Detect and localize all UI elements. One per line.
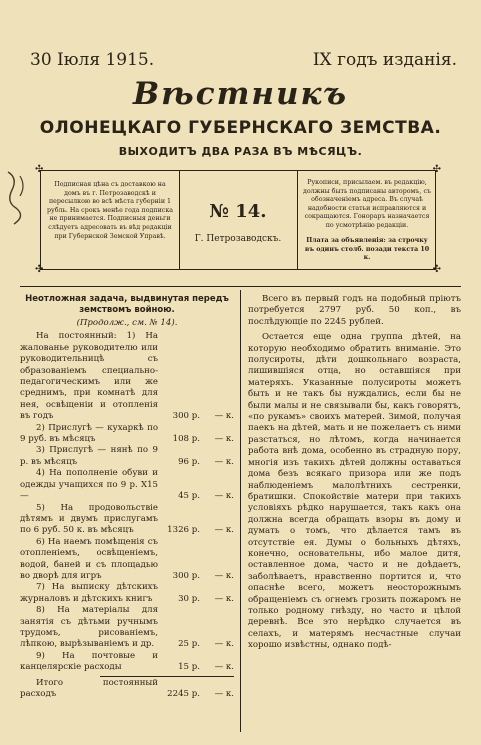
expense-unit: — к. <box>214 639 234 650</box>
expense-amount: 108 р. <box>172 434 200 445</box>
expense-amount: 15 р. <box>178 662 200 673</box>
total-unit: — к. <box>214 689 234 699</box>
expense-text: На постоянный: 1) На жалованье руководителю или руководительницѣ съ образованіемъ специально-педагогическимъ или же среднимъ, при комнатѣ для нея, освѣщеніи и отопленія въ годъ <box>20 331 158 422</box>
expense-text: 6) На наемъ помѣщенія съ отопленіемъ, освѣщеніемъ, водой, баней и съ площадью во дворѣ для игръ <box>20 536 158 581</box>
expense-unit: — к. <box>214 434 234 445</box>
expense-text: 8) На матеріалы для занятія съ дѣтьми ручнымъ трудомъ, рисованіемъ, лѣпкою, вырѣзываніемъ и др. <box>20 605 158 650</box>
issue-number: № 14. <box>209 201 267 222</box>
expense-row <box>20 503 234 537</box>
article-paragraph: Остается еще одна группа дѣтей, на которую необходимо обратить вниманіе. Это полусироты, дѣти дошкольнаго возраста, лишившіяся отца, но оставшіяся при матеряхъ. Указанные полусироты можетъ быть и не такъ бы нуждались, если бы не были малы и не связывали бы, какъ говорятъ, «по рукамъ» своихъ матерей. Зимой, получая паекъ на дѣтей, мать и не пожелаетъ съ ними разстаться, но лѣтомъ, когда начинается работа внѣ дома, особенно въ страдную пору, многія изъ такихъ дѣтей должны оставаться дома безъ всякаго призора или же подъ наблюденіемъ малолѣтнихъ сестренки, братишки. Спокойствіе матери при такихъ условіяхъ рѣдко нарушается, такъ какъ она должна всегда обращать взоры въ дому и думать о томъ, что дѣлается тамъ въ отсутствіе ея. Думы о больныхъ дѣтяхъ, конечно, основательны, ибо малое дитя, оставленное дома, часто и не доѣдаетъ, заболѣваетъ, нравственно портится и, что опаснѣе всего, можетъ неосторожнымъ обращеніемъ съ огнемъ грозить пожаромъ не только родному гнѣзду, но часто и цѣлой деревнѣ. Все это нерѣдко случается въ селахъ, и матерямъ несчастные случаи хорошо извѣстны, однако подѣ- <box>248 332 461 651</box>
publication-frequency: ВЫХОДИТЪ ДВА РАЗА ВЪ МѢСЯЦЪ. <box>118 145 363 158</box>
expense-row <box>20 331 234 422</box>
expense-text: 5) На продовольствіе дѣтямъ и двумъ прислугамъ по 6 руб. 50 к. въ мѣсяцъ <box>20 502 158 536</box>
expense-unit: — к. <box>214 491 234 502</box>
expense-text: 7) На выписку дѣтскихъ журналовъ и дѣтскихъ книгъ <box>20 582 158 604</box>
total-row <box>20 678 234 701</box>
publication-city: Г. Петрозаводскъ. <box>194 234 282 244</box>
advertising-price: Плата за объявленія: за строчку въ одинъ столб. позади текста 10 к. <box>304 237 430 262</box>
expense-text: 9) На почтовые и канцелярскіе расходы <box>20 650 158 673</box>
right-column <box>248 294 461 656</box>
total-text: Итого постоянный расходъ <box>20 677 158 699</box>
expense-unit: — к. <box>214 456 234 467</box>
box-divider <box>297 171 298 269</box>
expense-amount: 96 р. <box>178 456 200 467</box>
expense-amount: 1326 р. <box>167 525 200 536</box>
edition-year: IX годъ изданія. <box>312 50 457 70</box>
expense-row <box>20 423 234 446</box>
expense-amount: 30 р. <box>178 593 200 604</box>
expense-amount: 45 р. <box>178 491 200 502</box>
expense-amount: 300 р. <box>172 411 200 422</box>
article-paragraph: Всего въ первый годъ на подобный пріютъ потребуется 2797 руб. 50 коп., въ послѣдующіе по 2245 рублей. <box>248 294 461 327</box>
box-divider <box>179 171 180 269</box>
expense-text: 2) Прислугѣ — кухаркѣ по 9 руб. въ мѣсяцъ <box>20 422 158 445</box>
ornament-icon: ✣ <box>432 264 441 275</box>
article-heading: Неотложная задача, выдвинутая передъ земствомъ войною. <box>25 294 229 315</box>
expense-row <box>20 651 234 674</box>
expense-unit: — к. <box>214 662 234 673</box>
expense-text: 4) На пополненіе обуви и одежды учащихся по 9 р. X15— <box>20 468 158 502</box>
left-column <box>20 294 234 700</box>
expense-unit: — к. <box>214 411 234 422</box>
total-amount: 2245 р. <box>167 689 200 699</box>
total-rule <box>100 676 234 677</box>
expense-unit: — к. <box>214 570 234 581</box>
ornament-icon: ✣ <box>35 264 44 275</box>
expense-row <box>20 468 234 502</box>
ornament-icon: ✣ <box>432 164 441 175</box>
subscription-info-box <box>35 164 441 275</box>
column-divider <box>240 290 241 732</box>
issue-date: 30 Іюля 1915. <box>30 50 155 70</box>
manuscripts-note: Рукописи, присылаем. въ редакцію, должны быть подписаны авторомъ, съ обозначеніемъ адреса. Въ случаѣ надобности статьи исправляются и сокращаются. Гонораръ назначается по усмотрѣнію редакціи. <box>303 179 431 229</box>
section-rule <box>20 286 461 287</box>
expense-unit: — к. <box>214 593 234 604</box>
expense-row <box>20 537 234 583</box>
expense-text: 3) Прислугѣ — нянѣ по 9 р. въ мѣсяцъ <box>20 445 158 467</box>
expense-row <box>20 605 234 651</box>
expense-unit: — к. <box>214 525 234 536</box>
continuation-note: (Продолж., см. № 14). <box>76 318 178 328</box>
expense-amount: 25 р. <box>178 639 200 650</box>
ornament-icon: ✣ <box>35 164 44 175</box>
newspaper-title: Вѣстникъ <box>132 76 349 112</box>
expense-row <box>20 445 234 468</box>
expense-amount: 300 р. <box>172 570 200 581</box>
handwritten-stamp-icon <box>2 168 32 228</box>
newspaper-subtitle: ОЛОНЕЦКАГО ГУБЕРНСКАГО ЗЕМСТВА. <box>39 118 442 138</box>
expense-row <box>20 582 234 605</box>
subscription-price-text: Подписная цѣна съ доставкою на домъ въ г. Петрозаводскѣ и пересылкою во всѣ мѣста губерніи 1 рубль. На срокъ менѣе года подписка не принимается. Подписныя деньги слѣдуетъ адресовать въ вѣд редакціи при Губернской Земской Управѣ. <box>46 181 174 240</box>
